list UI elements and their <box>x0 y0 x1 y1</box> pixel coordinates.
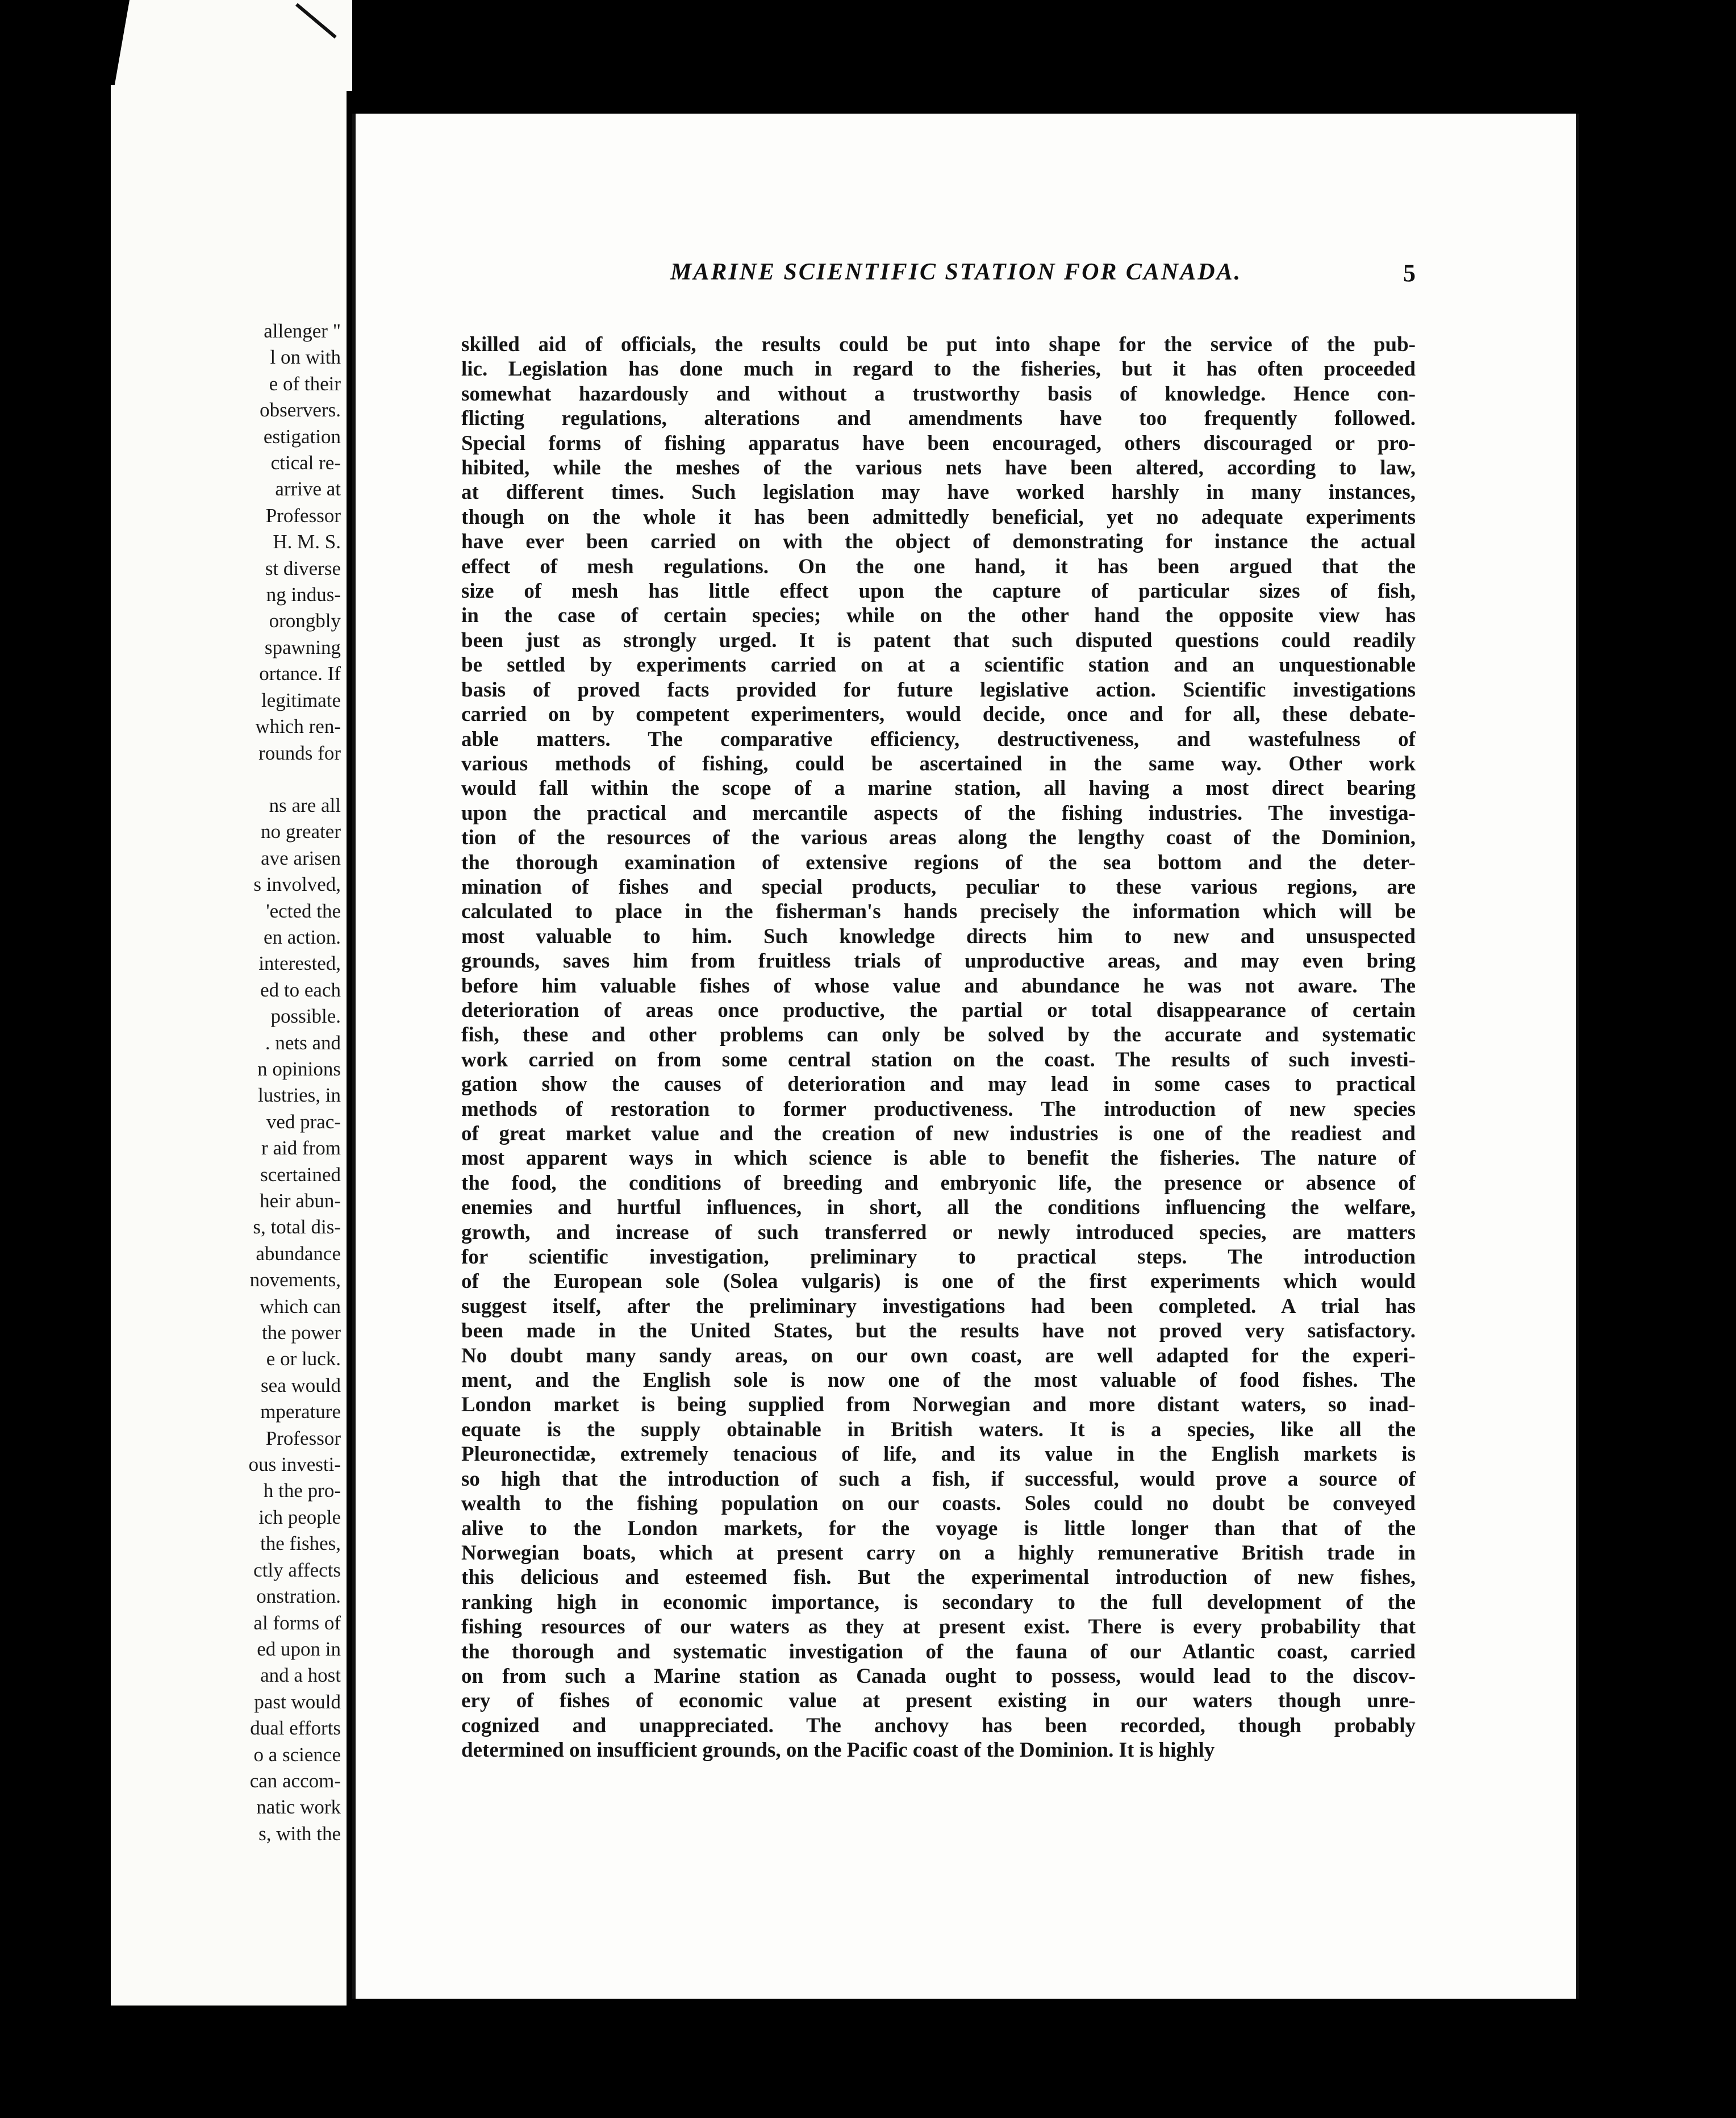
fragment-line: r aid from <box>261 1137 341 1160</box>
fragment-line: h the pro- <box>263 1479 341 1502</box>
fragment-line: ortance. If <box>259 662 341 685</box>
fragment-line: abundance <box>256 1242 341 1265</box>
text-line: mination of fishes and special products, peculiar to these various regions, are <box>461 875 1416 899</box>
text-line: growth, and increase of such transferred or newly introduced species, are matters <box>461 1220 1416 1244</box>
body-text <box>461 332 1416 1763</box>
fragment-line: ave arisen <box>261 847 341 869</box>
fragment-line: Professor <box>265 1427 341 1449</box>
facing-page-strip <box>111 85 347 2006</box>
fragment-line: dual efforts <box>250 1717 341 1740</box>
fragment-line: legitimate <box>261 689 341 711</box>
text-line: carried on by competent experimenters, would decide, once and for all, these debate- <box>461 703 1416 727</box>
text-line: would fall within the scope of a marine station, all having a most direct bearing <box>461 777 1416 800</box>
text-line: alive to the London markets, for the voyage is little longer than that of the <box>461 1516 1416 1540</box>
text-line: size of mesh has little effect upon the capture of particular sizes of fish, <box>461 579 1416 603</box>
fragment-line: allenger " <box>264 320 341 342</box>
text-line: wealth to the fishing population on our coasts. Soles could no doubt be conveyed <box>461 1492 1416 1516</box>
text-line: at different times. Such legislation may have worked harshly in many instances, <box>461 481 1416 505</box>
fragment-line: arrive at <box>275 478 341 501</box>
text-line: fishing resources of our waters as they at present exist. There is every probability that <box>461 1615 1416 1639</box>
fragment-line: ctly affects <box>253 1558 341 1581</box>
fragment-line: st diverse <box>265 557 341 579</box>
text-line: suggest itself, after the preliminary investigations had been completed. A trial has <box>461 1294 1416 1318</box>
text-line: Pleuronectidæ, extremely tenacious of life, and its value in the English markets is <box>461 1442 1416 1466</box>
fragment-line: estigation <box>263 425 341 448</box>
fragment-gap <box>111 766 341 793</box>
fragment-line: al forms of <box>253 1611 341 1634</box>
text-line: on from such a Marine station as Canada ought to possess, would lead to the discov- <box>461 1664 1416 1688</box>
fragment-line: novements, <box>249 1269 341 1291</box>
text-line: before him valuable fishes of whose value and abundance he was not aware. The <box>461 974 1416 998</box>
text-line: be settled by experiments carried on at a scientific station and an unquestionable <box>461 653 1416 677</box>
text-line: the food, the conditions of breeding and embryonic life, the presence or absence of <box>461 1171 1416 1195</box>
text-line: the thorough examination of extensive regions of the sea bottom and the deter- <box>461 850 1416 874</box>
text-line: able matters. The comparative efficiency, destructiveness, and wastefulness of <box>461 727 1416 751</box>
fragment-line: H. M. S. <box>273 531 341 553</box>
text-line: of the European sole (Solea vulgaris) is one of the first experiments which would <box>461 1270 1416 1294</box>
text-line: skilled aid of officials, the results could be put into shape for the service of the pub- <box>461 333 1416 356</box>
facing-page-text <box>111 318 341 1847</box>
text-line: gation show the causes of deterioration and may lead in some cases to practical <box>461 1073 1416 1096</box>
text-line: of great market value and the creation of new industries is one of the readiest and <box>461 1122 1416 1145</box>
fragment-line: mperature <box>260 1400 341 1423</box>
text-line: in the case of certain species; while on the other hand the opposite view has <box>461 604 1416 628</box>
text-line: this delicious and esteemed fish. But the experimental introduction of new fishes, <box>461 1566 1416 1590</box>
fragment-line: 'ected the <box>266 899 341 922</box>
fragment-line: s, with the <box>258 1822 341 1845</box>
fragment-line: past would <box>254 1690 341 1713</box>
fragment-line: sea would <box>261 1374 341 1396</box>
text-line: calculated to place in the fisherman's hands precisely the information which will be <box>461 900 1416 924</box>
fragment-line: spawning <box>264 636 341 658</box>
text-line: effect of mesh regulations. On the one hand, it has been argued that the <box>461 554 1416 578</box>
text-line: ranking high in economic importance, is secondary to the full development of the <box>461 1590 1416 1614</box>
fragment-line: Professor <box>265 504 341 527</box>
text-line: so high that the introduction of such a fish, if successful, would prove a source of <box>461 1467 1416 1491</box>
text-line: hibited, while the meshes of the various nets have been altered, according to law, <box>461 456 1416 480</box>
text-line: most apparent ways in which science is able to benefit the fisheries. The nature of <box>461 1146 1416 1170</box>
text-line: enemies and hurtful influences, in short, all the conditions influencing the welfare, <box>461 1196 1416 1220</box>
fragment-line: ctical re- <box>270 452 341 474</box>
fragment-line: n opinions <box>257 1057 341 1080</box>
fragment-line: s, total dis- <box>253 1216 341 1239</box>
fragment-line: rounds for <box>258 741 341 764</box>
text-line: been just as strongly urged. It is patent that such disputed questions could readily <box>461 628 1416 652</box>
text-line: lic. Legislation has done much in regard to the fisheries, but it has often proceeded <box>461 357 1416 381</box>
text-line: for scientific investigation, preliminary to practical steps. The introduction <box>461 1245 1416 1269</box>
fragment-line: e or luck. <box>266 1348 341 1370</box>
fragment-line: interested, <box>258 952 341 975</box>
text-line: ment, and the English sole is now one of the most valuable of food fishes. The <box>461 1369 1416 1392</box>
text-line: though on the whole it has been admittedly beneficial, yet no adequate experiments <box>461 505 1416 529</box>
fragment-line: which can <box>260 1295 341 1318</box>
fragment-line: lustries, in <box>258 1084 341 1107</box>
page-border-left <box>352 114 356 1999</box>
fragment-line: the power <box>262 1321 341 1344</box>
fragment-line: ns are all <box>269 794 341 816</box>
text-line: been made in the United States, but the results have not proved very satisfactory. <box>461 1319 1416 1343</box>
fragment-line: ich people <box>258 1506 341 1528</box>
fragment-line: ed to each <box>260 978 341 1001</box>
fragment-line: onstration. <box>256 1585 341 1608</box>
text-line: various methods of fishing, could be ascertained in the same way. Other work <box>461 752 1416 776</box>
fragment-line: natic work <box>256 1796 341 1819</box>
text-line: tion of the resources of the various areas along the lengthy coast of the Dominion, <box>461 826 1416 850</box>
text-line: most valuable to him. Such knowledge directs him to new and unsuspected <box>461 924 1416 948</box>
text-line: somewhat hazardously and without a trustworthy basis of knowledge. Hence con- <box>461 382 1416 406</box>
fragment-line: s involved, <box>253 873 341 896</box>
text-line: fish, these and other problems can only be solved by the accurate and systematic <box>461 1023 1416 1047</box>
fragment-line: ved prac- <box>266 1110 341 1133</box>
fragment-line: heir abun- <box>260 1190 341 1212</box>
fragment-line: the fishes, <box>260 1532 341 1555</box>
fragment-line: ous investi- <box>248 1453 341 1476</box>
text-line: upon the practical and mercantile aspects of the fishing industries. The investiga- <box>461 801 1416 825</box>
text-line: basis of proved facts provided for future legislative action. Scientific investigations <box>461 678 1416 702</box>
text-line: cognized and unappreciated. The anchovy has been recorded, though probably <box>461 1713 1416 1737</box>
fragment-line: o a science <box>253 1743 341 1766</box>
text-line: Special forms of fishing apparatus have been encouraged, others discouraged or pro- <box>461 431 1416 455</box>
fragment-line: and a host <box>260 1664 341 1687</box>
fragment-line: ed upon in <box>257 1637 341 1660</box>
text-line: deterioration of areas once productive, the partial or total disappearance of certain <box>461 998 1416 1022</box>
text-line: ery of fishes of economic value at present existing in our waters though unre- <box>461 1689 1416 1713</box>
fragment-line: orongbly <box>269 610 341 632</box>
fragment-line: possible. <box>270 1005 341 1028</box>
text-line: flicting regulations, alterations and amendments have too frequently followed. <box>461 407 1416 431</box>
fragment-line: . nets and <box>265 1031 341 1054</box>
text-line: London market is being supplied from Norwegian and more distant waters, so inad- <box>461 1393 1416 1417</box>
fragment-line: scertained <box>260 1163 341 1186</box>
fragment-line: which ren- <box>255 715 341 738</box>
fragment-line: en action. <box>263 925 341 948</box>
fragment-line: ng indus- <box>266 583 341 606</box>
fragment-line: can accom- <box>249 1769 341 1792</box>
text-line: determined on insufficient grounds, on the Pacific coast of the Dominion. It is highly <box>461 1738 1215 1762</box>
text-line: No doubt many sandy areas, on our own coast, are well adapted for the experi- <box>461 1344 1416 1367</box>
page-number: 5 <box>1403 259 1416 287</box>
text-line: Norwegian boats, which at present carry on a highly remunerative British trade in <box>461 1541 1416 1565</box>
fragment-line: e of their <box>269 372 341 395</box>
text-line: equate is the supply obtainable in British waters. It is a species, like all the <box>461 1417 1416 1441</box>
text-line: methods of restoration to former productiveness. The introduction of new species <box>461 1097 1416 1121</box>
text-line: the thorough and systematic investigation of the fauna of our Atlantic coast, carried <box>461 1640 1416 1663</box>
page-border-right <box>1576 114 1579 1999</box>
running-title: MARINE SCIENTIFIC STATION FOR CANADA. <box>670 259 1242 285</box>
fragment-line: observers. <box>260 399 341 422</box>
fragment-line: no greater <box>261 820 341 843</box>
text-line: have ever been carried on with the object of demonstrating for instance the actual <box>461 530 1416 554</box>
text-line: grounds, saves him from fruitless trials of unproductive areas, and may even bring <box>461 949 1416 973</box>
text-line: work carried on from some central station on the coast. The results of such investi- <box>461 1048 1416 1071</box>
fragment-line: l on with <box>270 346 341 369</box>
